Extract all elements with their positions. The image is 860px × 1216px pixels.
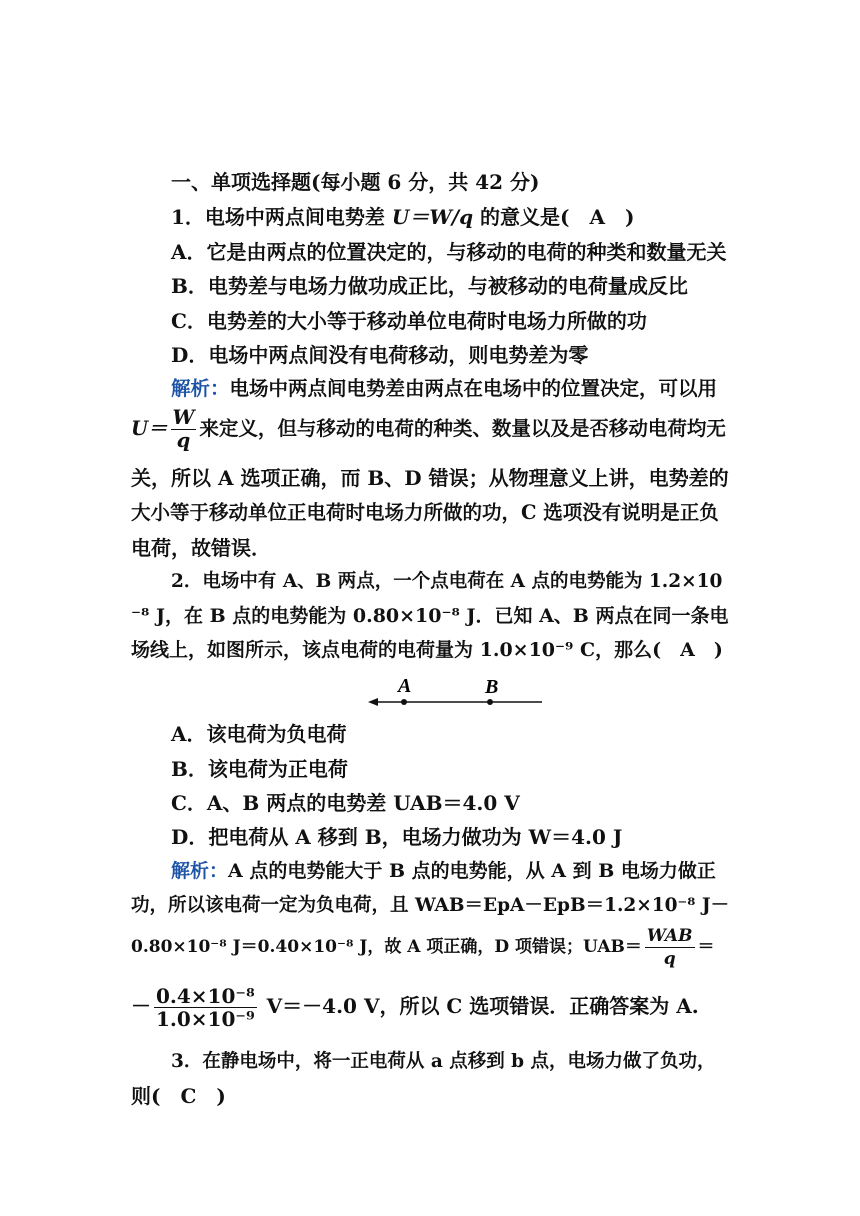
point-b-label: B — [485, 676, 499, 698]
q3-stem-line-1: 3．在静电场中，将一正电荷从 a 点移到 b 点，电场力做了负功， — [171, 1051, 716, 1072]
q1-analysis-text-2: 来定义，但与移动的电荷的种类、数量以及是否移动电荷均无 — [199, 417, 726, 440]
q1-analysis-formula-pre: U＝ — [131, 417, 168, 440]
q1-analysis-line-1 — [171, 377, 717, 401]
q2-analysis-line-3 — [131, 925, 715, 970]
point-a — [401, 699, 407, 705]
q2-stem-line-2: ⁻⁸ J，在 B 点的电势能为 0.80×10⁻⁸ J．已知 A、B 两点在同一条电 — [131, 605, 729, 627]
q1-analysis-label: 解析： — [171, 377, 230, 400]
q2-analysis-fraction-2 — [154, 985, 257, 1030]
q1-stem-post: 的意义是( A ) — [473, 205, 635, 229]
q1-option-a: A．它是由两点的位置决定的，与移动的电荷的种类和数量无关 — [171, 240, 727, 264]
q2-option-b: B．该电荷为正电荷 — [171, 757, 348, 781]
q1-option-b: B．电势差与电场力做功成正比，与被移动的电荷量成反比 — [171, 274, 688, 298]
q2-analysis-text-1: A 点的电势能大于 B 点的电势能，从 A 到 B 电场力做正 — [228, 860, 716, 882]
q2-analysis-line-4 — [131, 985, 699, 1030]
q2-analysis-fraction-1 — [645, 925, 695, 970]
q1-formula: U＝W/q — [391, 205, 474, 229]
q1-analysis-text-1: 电场中两点间电势差由两点在电场中的位置决定，可以用 — [229, 377, 718, 400]
field-line-figure — [366, 672, 546, 716]
q2-option-a: A．该电荷为负电荷 — [171, 722, 347, 746]
q1-analysis-line-2 — [131, 407, 726, 452]
point-a-label: A — [398, 675, 412, 697]
section-title: 一、单项选择题(每小题 6 分，共 42 分) — [171, 170, 540, 194]
q2-frac2-numerator: 0.4×10⁻⁸ — [156, 984, 255, 1008]
q2-analysis-text-3-post: ＝ — [697, 937, 715, 957]
q2-analysis-text-4: V＝－4.0 V，所以 C 选项错误．正确答案为 A. — [259, 994, 699, 1018]
q1-analysis-line-4: 大小等于移动单位正电荷时电场力所做的功，C 选项没有说明是正负 — [131, 501, 719, 524]
q2-frac1-numerator: WAB — [646, 926, 693, 946]
q2-option-d: D．把电荷从 A 移到 B，电场力做功为 W＝4.0 J — [171, 825, 623, 849]
q2-stem-line-3: 场线上，如图所示，该点电荷的电荷量为 1.0×10⁻⁹ C，那么( A ) — [131, 639, 723, 661]
q1-frac-denominator: q — [176, 429, 191, 452]
q1-option-c: C．电势差的大小等于移动单位电荷时电场力所做的功 — [171, 309, 647, 333]
q1-analysis-line-5: 电荷，故错误． — [131, 536, 271, 560]
q1-analysis-line-3: 关，所以 A 选项正确，而 B、D 错误；从物理意义上讲，电势差的 — [131, 466, 729, 490]
q1-stem-pre: 1．电场中两点间电势差 — [171, 205, 392, 229]
q3-stem-line-2: 则( C ) — [131, 1084, 226, 1108]
field-line-arrowhead — [368, 698, 378, 706]
q2-option-c: C．A、B 两点的电势差 UAB＝4.0 V — [171, 791, 520, 815]
q2-frac1-denominator: q — [663, 949, 676, 969]
q2-analysis-line-2: 功，所以该电荷一定为负电荷，且 WAB＝EpA－EpB＝1.2×10⁻⁸ J－ — [131, 895, 730, 916]
q2-analysis-line-1 — [171, 859, 716, 883]
q2-analysis-label: 解析： — [171, 860, 229, 882]
q1-analysis-fraction — [171, 407, 197, 452]
q1-stem — [171, 205, 635, 229]
q2-frac2-denominator: 1.0×10⁻⁹ — [156, 1007, 255, 1031]
q1-option-d: D．电场中两点间没有电荷移动，则电势差为零 — [171, 343, 589, 367]
q2-stem-line-1: 2．电场中有 A、B 两点，一个点电荷在 A 点的电势能为 1.2×10 — [171, 571, 723, 592]
q1-frac-numerator: W — [172, 406, 195, 429]
point-b — [487, 699, 493, 705]
q2-analysis-minus: － — [131, 994, 151, 1018]
q2-analysis-text-3: 0.80×10⁻⁸ J＝0.40×10⁻⁸ J，故 A 项正确，D 项错误；UAB＝ — [131, 937, 642, 957]
